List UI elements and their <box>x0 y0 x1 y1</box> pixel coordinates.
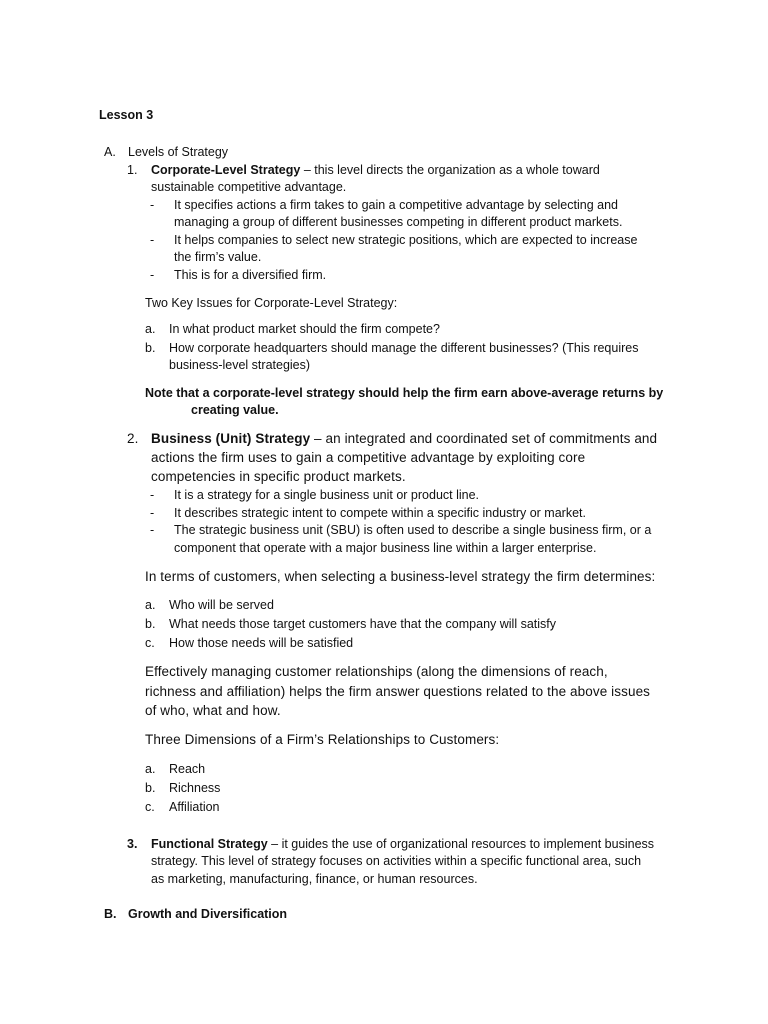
item-2-definition-line <box>151 431 657 447</box>
issue-text: How corporate headquarters should manage the different businesses? (This requires <box>169 341 639 355</box>
item-1-definition: – this level directs the organization as a whole toward <box>300 163 600 177</box>
bullet-dash: - <box>150 233 155 247</box>
dimension-marker: b. <box>145 781 156 795</box>
dimension-text: Richness <box>169 781 221 795</box>
bullet-text: The strategic business unit (SBU) is often used to describe a single business firm, or a <box>174 523 652 537</box>
item-2-term: Business (Unit) Strategy <box>151 431 311 446</box>
bullet-text: It is a strategy for a single business unit or product line. <box>174 488 480 502</box>
customer-marker: a. <box>145 598 156 612</box>
item-2-definition: – an integrated and coordinated set of commitments and <box>310 431 658 446</box>
note-text-cont: creating value. <box>191 403 279 417</box>
issue-marker: b. <box>145 341 156 355</box>
note-text: Note that a corporate-level strategy should help the firm earn above-average returns by <box>145 386 664 400</box>
customer-text: Who will be served <box>169 598 274 612</box>
bullet-text-cont: component that operate with a major business line within a larger enterprise. <box>174 541 597 555</box>
bullet-text-cont: managing a group of different businesses competing in different product markets. <box>174 215 623 229</box>
item-1-definition-cont: sustainable competitive advantage. <box>151 180 347 194</box>
bullet-text: It describes strategic intent to compete within a specific industry or market. <box>174 506 586 520</box>
section-b-marker: B. <box>104 907 117 921</box>
dimensions-heading: Three Dimensions of a Firm’s Relationships to Customers: <box>145 732 500 747</box>
relationships-paragraph-cont: of who, what and how. <box>145 703 281 718</box>
relationships-paragraph-cont: richness and affiliation) helps the firm answer questions related to the above issues <box>145 684 651 699</box>
bullet-dash: - <box>150 488 155 502</box>
bullet-dash: - <box>150 268 155 282</box>
item-3-number: 3. <box>127 837 138 851</box>
section-a-marker: A. <box>104 145 116 159</box>
item-3-definition-cont: strategy. This level of strategy focuses on activities within a specific functional area, such <box>151 854 642 868</box>
bullet-dash: - <box>150 198 155 212</box>
dimension-text: Reach <box>169 762 206 776</box>
section-b-heading: Growth and Diversification <box>128 907 288 921</box>
item-1-definition-line <box>151 162 600 178</box>
dimension-text: Affiliation <box>169 800 220 814</box>
customer-text: How those needs will be satisfied <box>169 636 354 650</box>
issue-text: In what product market should the firm compete? <box>169 322 440 336</box>
lesson-title: Lesson 3 <box>99 108 154 122</box>
item-2-definition-cont: actions the firm uses to gain a competitive advantage by exploiting core <box>151 450 586 465</box>
item-2-definition-cont: competencies in specific product markets. <box>151 469 406 484</box>
bullet-text: It specifies actions a firm takes to gain a competitive advantage by selecting and <box>174 198 618 212</box>
item-3-definition-cont: as marketing, manufacturing, finance, or human resources. <box>151 872 478 886</box>
bullet-dash: - <box>150 506 155 520</box>
customers-intro: In terms of customers, when selecting a business-level strategy the firm determines: <box>145 569 656 584</box>
bullet-text-cont: the firm’s value. <box>174 250 262 264</box>
issues-heading: Two Key Issues for Corporate-Level Strategy: <box>145 296 398 310</box>
bullet-dash: - <box>150 523 155 537</box>
customer-marker: c. <box>145 636 155 650</box>
dimension-marker: c. <box>145 800 155 814</box>
item-1-term: Corporate-Level Strategy <box>151 163 301 177</box>
dimension-marker: a. <box>145 762 156 776</box>
item-3-term: Functional Strategy <box>151 837 268 851</box>
section-a-heading: Levels of Strategy <box>128 145 229 159</box>
issue-marker: a. <box>145 322 156 336</box>
customer-marker: b. <box>145 617 156 631</box>
issue-text-cont: business-level strategies) <box>169 358 311 372</box>
bullet-text: This is for a diversified firm. <box>174 268 327 282</box>
bullet-text: It helps companies to select new strategic positions, which are expected to increase <box>174 233 638 247</box>
item-1-number: 1. <box>127 163 138 177</box>
item-3-definition-line <box>151 836 654 852</box>
customer-text: What needs those target customers have that the company will satisfy <box>169 617 556 631</box>
item-2-number: 2. <box>127 431 139 446</box>
relationships-paragraph: Effectively managing customer relationships (along the dimensions of reach, <box>145 664 608 679</box>
item-3-definition: – it guides the use of organizational resources to implement business <box>267 837 655 851</box>
